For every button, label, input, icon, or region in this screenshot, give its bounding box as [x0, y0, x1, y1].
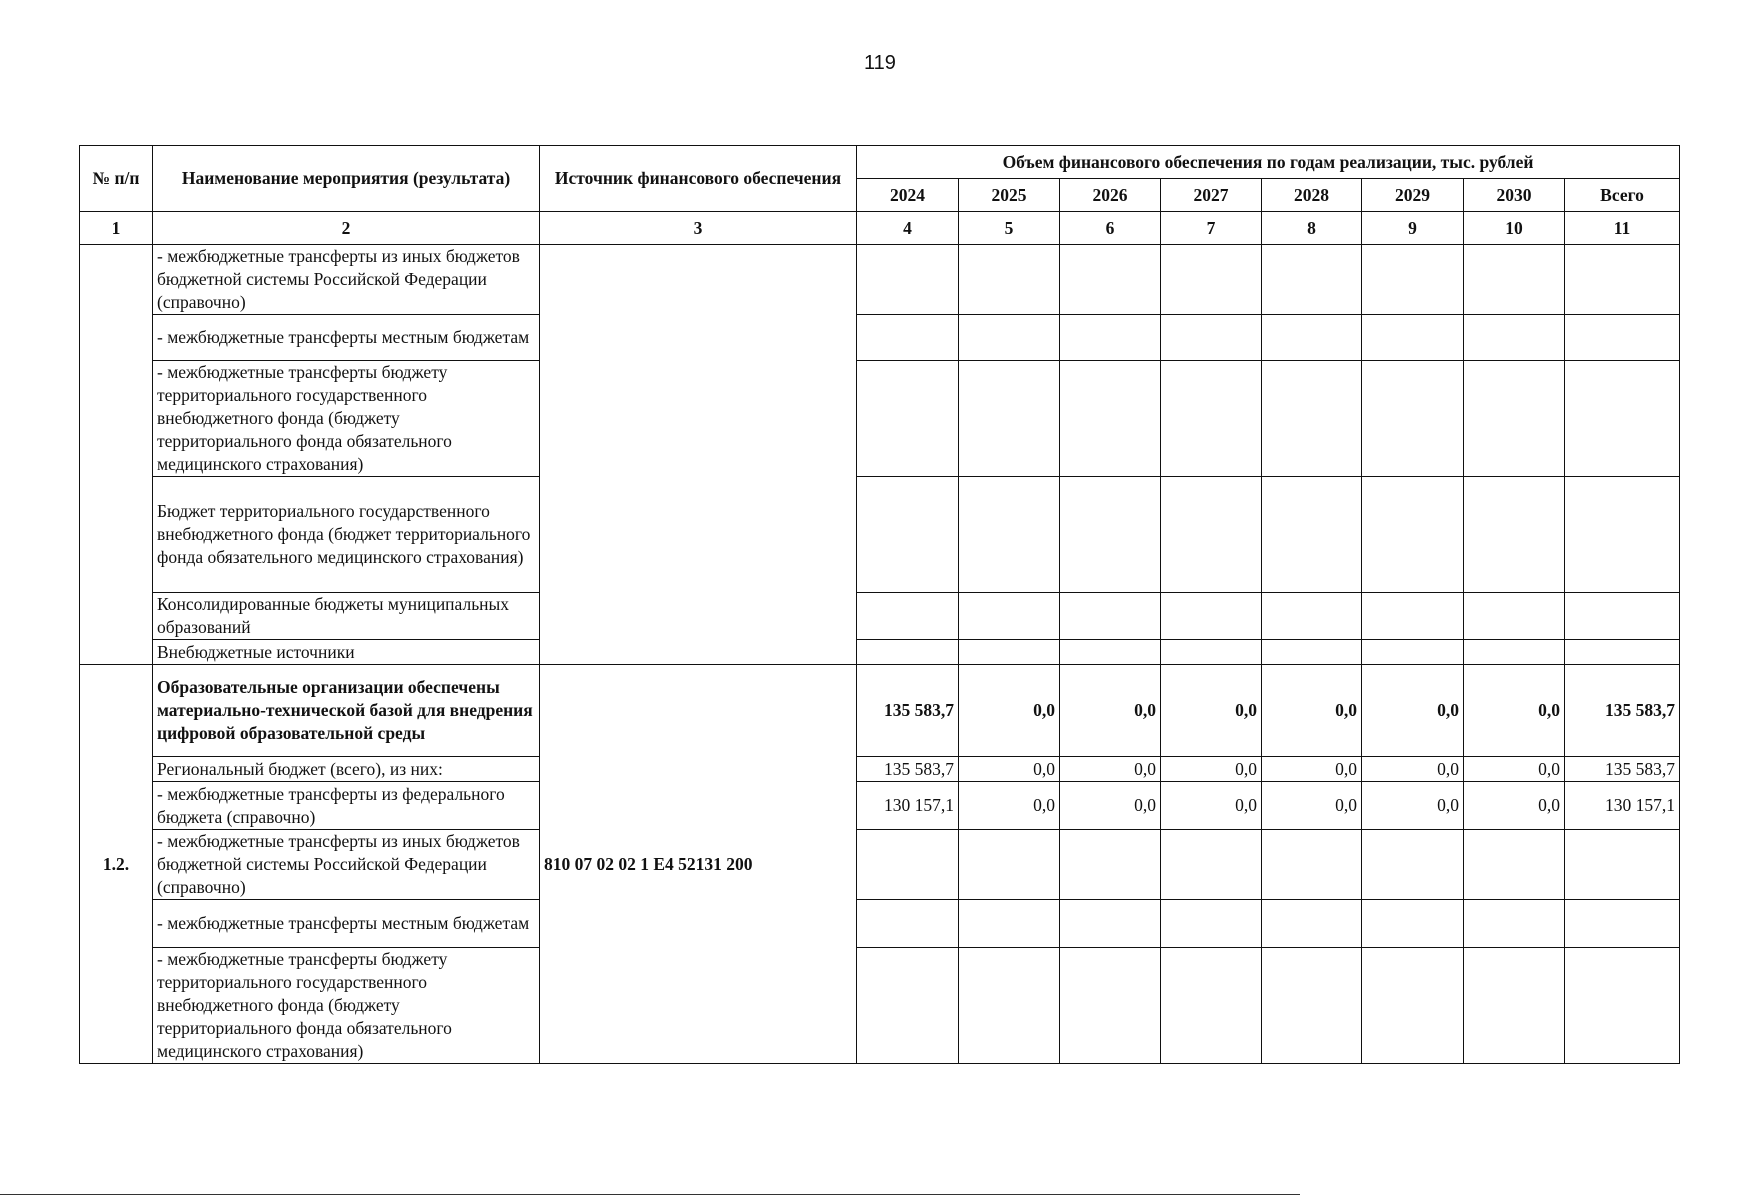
- row-name: - межбюджетные трансферты местным бюджетам: [153, 315, 540, 361]
- column-number: 3: [540, 212, 857, 245]
- column-number: 4: [857, 212, 959, 245]
- column-number: 1: [80, 212, 153, 245]
- table-row: [80, 477, 1680, 593]
- value-cell: 0,0: [959, 757, 1060, 782]
- value-cell: 0,0: [1362, 782, 1464, 830]
- value-cell: 0,0: [1262, 782, 1362, 830]
- table-row: [80, 948, 1680, 1064]
- header-year: 2024: [857, 179, 959, 212]
- row-name: - межбюджетные трансферты бюджету территориального государственного внебюджетного фонда (бюджету территориального фонда обязательного медицинского страхования): [153, 361, 540, 477]
- row-name: - межбюджетные трансферты местным бюджетам: [153, 900, 540, 948]
- value-cell: 0,0: [1362, 757, 1464, 782]
- table-row: [80, 900, 1680, 948]
- value-cell: 0,0: [1161, 757, 1262, 782]
- column-number: 11: [1565, 212, 1680, 245]
- value-cell: 135 583,7: [1565, 757, 1680, 782]
- header-year: 2030: [1464, 179, 1565, 212]
- column-number: 8: [1262, 212, 1362, 245]
- row-pp: 1.2.: [80, 665, 153, 1064]
- value-cell: 135 583,7: [857, 757, 959, 782]
- column-number: 9: [1362, 212, 1464, 245]
- row-name: Внебюджетные источники: [153, 640, 540, 665]
- row-source: 810 07 02 02 1 Е4 52131 200: [540, 665, 857, 1064]
- row-name: - межбюджетные трансферты из иных бюджетов бюджетной системы Российской Федерации (справочно): [153, 830, 540, 900]
- table-row-title: [80, 665, 1680, 757]
- value-cell: 0,0: [1362, 665, 1464, 757]
- value-cell: 0,0: [1464, 782, 1565, 830]
- table-row: [80, 640, 1680, 665]
- value-cell: 0,0: [959, 782, 1060, 830]
- header-name: Наименование мероприятия (результата): [153, 146, 540, 212]
- value-cell: 130 157,1: [857, 782, 959, 830]
- column-number: 10: [1464, 212, 1565, 245]
- table-row: [80, 593, 1680, 640]
- header-year: 2025: [959, 179, 1060, 212]
- table-row: [80, 245, 1680, 315]
- header-year: 2029: [1362, 179, 1464, 212]
- column-number: 2: [153, 212, 540, 245]
- value-cell: 0,0: [1060, 757, 1161, 782]
- row-name: Консолидированные бюджеты муниципальных образований: [153, 593, 540, 640]
- row-name: Образовательные организации обеспечены материально-технической базой для внедрения цифровой образовательной среды: [153, 665, 540, 757]
- header-year: 2028: [1262, 179, 1362, 212]
- row-name: Региональный бюджет (всего), из них:: [153, 757, 540, 782]
- value-cell: 0,0: [1161, 782, 1262, 830]
- row-name: - межбюджетные трансферты бюджету территориального государственного внебюджетного фонда (бюджету территориального фонда обязательного медицинского страхования): [153, 948, 540, 1064]
- column-numbers-row: [80, 212, 1680, 245]
- row-source-cell: [540, 245, 857, 665]
- value-cell: 0,0: [1161, 665, 1262, 757]
- value-cell: 0,0: [1262, 665, 1362, 757]
- table-row: [80, 757, 1680, 782]
- header-source: Источник финансового обеспечения: [540, 146, 857, 212]
- header-year: 2027: [1161, 179, 1262, 212]
- row-name: - межбюджетные трансферты из федерального бюджета (справочно): [153, 782, 540, 830]
- column-number: 7: [1161, 212, 1262, 245]
- value-cell: 130 157,1: [1565, 782, 1680, 830]
- row-pp-cell: [80, 245, 153, 665]
- value-cell: 0,0: [1060, 782, 1161, 830]
- value-cell: 0,0: [959, 665, 1060, 757]
- header-volume: Объем финансового обеспечения по годам реализации, тыс. рублей: [857, 146, 1680, 179]
- financing-table: [79, 145, 1680, 1064]
- table-row: [80, 782, 1680, 830]
- value-cell: 0,0: [1464, 757, 1565, 782]
- header-year: 2026: [1060, 179, 1161, 212]
- page-bottom-rule: [0, 1194, 1300, 1195]
- value-cell: 0,0: [1464, 665, 1565, 757]
- value-cell: 0,0: [1262, 757, 1362, 782]
- table-row: [80, 361, 1680, 477]
- row-name: - межбюджетные трансферты из иных бюджетов бюджетной системы Российской Федерации (справочно): [153, 245, 540, 315]
- row-name: Бюджет территориального государственного внебюджетного фонда (бюджет территориального фонда обязательного медицинского страхования): [153, 477, 540, 593]
- value-cell: 0,0: [1060, 665, 1161, 757]
- header-total: Всего: [1565, 179, 1680, 212]
- value-cell: 135 583,7: [1565, 665, 1680, 757]
- table-row: [80, 315, 1680, 361]
- value-cell: 135 583,7: [857, 665, 959, 757]
- page-number: 119: [864, 52, 896, 74]
- header-pp: № п/п: [80, 146, 153, 212]
- column-number: 5: [959, 212, 1060, 245]
- column-number: 6: [1060, 212, 1161, 245]
- table-row: [80, 830, 1680, 900]
